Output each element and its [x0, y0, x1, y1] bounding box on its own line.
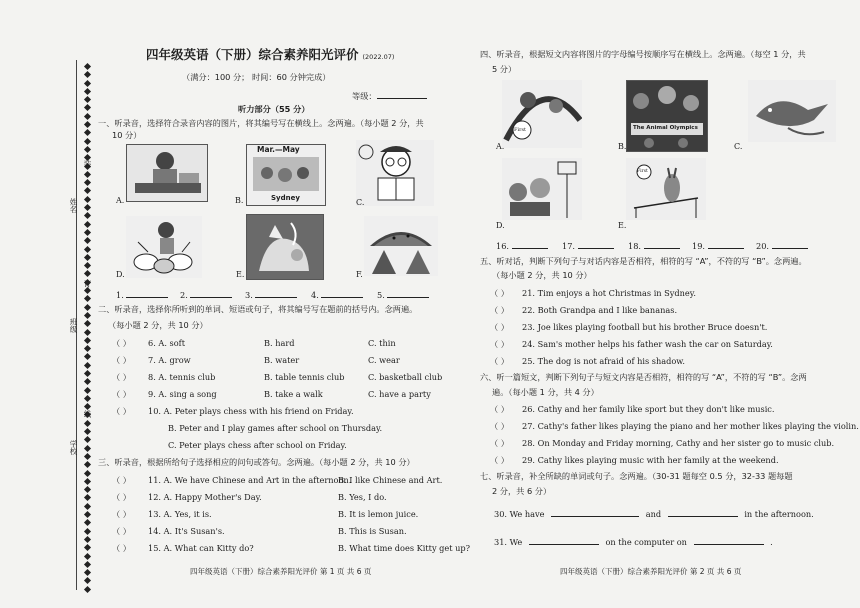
part1-title-cont: 10 分） — [112, 130, 142, 140]
part4-title-cont: 5 分） — [492, 64, 517, 74]
race-animals-icon — [502, 80, 582, 148]
binding-dot — [84, 395, 91, 402]
part6-title: 六、听一篇短文，判断下列句子与短文内容是否相符，相符的写 “A”，不符的写 “B”。念两 — [480, 372, 807, 382]
binding-dot — [84, 453, 91, 460]
binding-dot — [84, 420, 91, 427]
binding-dot — [84, 461, 91, 468]
binding-dot — [84, 138, 91, 145]
grade-label: 等级： — [352, 91, 377, 101]
part1-letter-c: C. — [356, 198, 365, 207]
binding-dot — [84, 312, 91, 319]
binding-mark-3: 线 — [83, 410, 92, 418]
binding-dot — [84, 337, 91, 344]
binding-dot — [84, 270, 91, 277]
binding-dot — [84, 503, 91, 510]
blank-31a[interactable] — [529, 536, 599, 545]
answer-paren[interactable]: （ ） — [112, 543, 131, 553]
part2-title-cont: （每小题 2 分，共 10 分） — [108, 320, 208, 330]
binding-dot — [84, 179, 91, 186]
school-label: 学校 — [69, 440, 78, 455]
blank-31b[interactable] — [694, 536, 764, 545]
answer-paren[interactable]: （ ） — [490, 455, 509, 465]
binding-dot — [84, 71, 91, 78]
binding-mark-1: 装 — [83, 160, 92, 168]
binding-dot — [84, 486, 91, 493]
binding-dot — [84, 63, 91, 70]
exam-meta: （满分：100 分； 时间：60 分钟完成） — [182, 72, 331, 82]
name-label: 姓名 — [69, 198, 78, 213]
drummer-icon — [126, 216, 202, 278]
binding-dot — [84, 96, 91, 103]
answer-18[interactable]: 18. — [628, 240, 680, 252]
animal-olympics-icon — [626, 80, 708, 152]
binding-dot — [84, 287, 91, 294]
binding-dot — [84, 428, 91, 435]
fill-30: 30. We have and in the afternoon. — [494, 509, 814, 519]
watermelon-icon — [364, 216, 438, 276]
olympics-caption: The Animal Olympics — [633, 125, 698, 131]
binding-dot — [84, 445, 91, 452]
first-badge: First — [637, 169, 648, 174]
boy-studying-icon — [126, 144, 208, 202]
binding-dot — [84, 146, 91, 153]
exam-page-right: 四、听录音，根据短文内容将图片的字母编号按顺序写在横线上。念两遍。（每空 1 分，共 5 分） First A. The Animal Olympics B. C. D. First E. 16. 17. 18. 19. 20. 五、听对话，判断下列句子与对话内容是否相符，相符的写 “A”，不符的写 “B”。念两遍。 （每小题 2 分，共 10 分） （ ） 21. Tim enjoys a hot Christmas in Sydney. （ ） 22. Both Grandpa and I like bananas. （ ） 23. Joe likes playing football but his brother Bruce doesn't. （ ） 24. Sam's mother helps his father wash the car on Saturday. （ ） 25. The dog is not afraid of his shadow. 六、听一篇短文，判断下列句子与短文内容是否相符，相符的写 “A”，不符的写 “B”。念两 遍。（每小题 1 分，共 4 分） （ ） 26. Cathy and her family like sport but they don't like music. （ ） 27. Cathy's father likes playing the piano and her mother likes playing the violin. （ ） 28. On Monday and Friday morning, Cathy and her sister go to music club. （ ） 29. Cathy likes playing music with her family at the weekend. 七、听录音，补全所缺的单词或句子。念两遍。（30-31 题每空 0.5 分，32-33 题每题 2 分，共 6 分） 30. We have and in the afternoon. 31. We on the computer on . 四年级英语（下册）综合素养阳光评价 第 2 页 共 6 页 — [480, 49, 859, 576]
binding-dot — [84, 362, 91, 369]
answer-5[interactable]: 5. — [377, 289, 429, 301]
first-badge: First — [514, 127, 527, 133]
binding-dot — [84, 519, 91, 526]
part1-letter-f: F. — [356, 270, 363, 279]
footer-left: 四年级英语（下册）综合素养阳光评价 第 1 页 共 6 页 — [190, 567, 372, 576]
rabbit-highjump-icon — [626, 158, 706, 220]
binding-dots — [84, 64, 92, 594]
answer-paren[interactable]: （ ） — [112, 355, 131, 365]
part3-title: 三、听录音，根据所给句子选择相应的问句或答句。念两遍。（每小题 2 分，共 10 分） — [98, 457, 415, 467]
answer-20[interactable]: 20. — [756, 240, 808, 252]
binding-dot — [84, 511, 91, 518]
answer-paren[interactable]: （ ） — [112, 389, 131, 399]
answer-paren[interactable]: （ ） — [112, 526, 131, 536]
binding-dot — [84, 494, 91, 501]
basketball-animals-icon — [502, 158, 582, 220]
answer-paren[interactable]: （ ） — [112, 475, 131, 485]
answer-paren[interactable]: （ ） — [112, 406, 131, 416]
binding-dot — [84, 387, 91, 394]
part1-letter-d: D. — [116, 270, 125, 279]
part4-letter-d: D. — [496, 221, 505, 230]
binding-dot — [84, 586, 91, 593]
binding-dot — [84, 113, 91, 120]
binding-dot — [84, 229, 91, 236]
part2-title: 二、听录音，选择你所听到的单词、短语或句子，将其编号写在题前的括号内。念两遍。 — [98, 304, 418, 314]
answer-paren[interactable]: （ ） — [112, 338, 131, 348]
part1-letter-e: E. — [236, 270, 245, 279]
answer-1[interactable]: 1. — [116, 289, 168, 301]
blank-30b[interactable] — [668, 508, 738, 517]
binding-dot — [84, 212, 91, 219]
binding-dot — [84, 88, 91, 95]
fill-31: 31. We on the computer on . — [494, 537, 773, 547]
binding-dot — [84, 569, 91, 576]
binding-dot — [84, 245, 91, 252]
binding-dot — [84, 104, 91, 111]
binding-dot — [84, 328, 91, 335]
binding-dot — [84, 204, 91, 211]
binding-dot — [84, 80, 91, 87]
part7-title-cont: 2 分，共 6 分） — [492, 486, 552, 496]
class-label: 班级 — [69, 318, 78, 333]
part6-title-cont: 遍。（每小题 1 分，共 4 分） — [492, 387, 599, 397]
answer-19[interactable]: 19. — [692, 240, 744, 252]
binding-dot — [84, 536, 91, 543]
part1-title: 一、听录音，选择符合录音内容的图片，将其编号写在横线上。念两遍。（每小题 2 分，共 — [98, 118, 424, 128]
answer-paren[interactable]: （ ） — [490, 438, 509, 448]
listening-heading: 听力部分（55 分） — [238, 104, 310, 114]
binding-dot — [84, 353, 91, 360]
binding-dot — [84, 196, 91, 203]
part4-title: 四、听录音，根据短文内容将图片的字母编号按顺序写在横线上。念两遍。（每空 1 分，共 — [480, 49, 806, 59]
exam-page-left: 姓名 班级 学校 装 订 线 四年级英语（下册）综合素养阳光评价 (2022.07) （满分：100 分； 时间：60 分钟完成） 等级： 听力部分（55 分） 一、听录音，选择符合录音内容的图片，将其编号写在横线上。念两遍。（每小题 2 分，共 10 分） A. Mar.—May Sydney B. C. D. E. F. 1. 2. 3. 4. 5. 二、听录音，选择你所听到的单词、短语或句子，将其编号写在题前的括号内。念两遍。 （每小题 2 分，共 10 分） （ ） 6. A. soft B. hard C. thin （ ） 7. A. grow B. water C. wear （ ） 8. A. tennis club B. table tennis club C. basketball club （ ） 9. A. sing a song B. take a walk C. have a party （ ） 10. A. Peter plays chess with his friend on Friday. B. Peter and I play games after school on Thursday. C. Peter plays chess after school on Friday. 三、听录音，根据所给句子选择相应的问句或答句。念两遍。（每小题 2 分，共 10 分） （ ） 11. A. We have Chinese and Art in the afternoon. B. I like Chinese and Art. （ ） 12. A. Happy Mother's Day. B. Yes, I do. （ ） 13. A. Yes, it is. B. It is lemon juice. （ ） 14. A. It's Susan's. B. This is Susan. （ ） 15. A. What can Kitty do? B. What time does Kitty get up? 四年级英语（下册）综合素养阳光评价 第 1 页 共 6 页 — [0, 0, 462, 608]
part7-title: 七、听录音，补全所缺的单词或句子。念两遍。（30-31 题每空 0.5 分，32-33 题每题 — [480, 471, 793, 481]
answer-paren[interactable]: （ ） — [490, 322, 509, 332]
binding-dot — [84, 528, 91, 535]
binding-dot — [84, 254, 91, 261]
footer-right: 四年级英语（下册）综合素养阳光评价 第 2 页 共 6 页 — [560, 567, 742, 576]
answer-paren[interactable]: （ ） — [490, 288, 509, 298]
binding-dot — [84, 577, 91, 584]
cat-icon — [246, 214, 324, 280]
sydney-calendar-icon — [246, 144, 326, 206]
part4-letter-a: A. — [496, 142, 505, 151]
binding-mark-2: 订 — [83, 280, 92, 288]
binding-dot — [84, 544, 91, 551]
part4-letter-c: C. — [734, 142, 743, 151]
binding-dot — [84, 262, 91, 269]
binding-dot — [84, 320, 91, 327]
answer-4[interactable]: 4. — [311, 289, 363, 301]
answer-paren[interactable]: （ ） — [490, 421, 509, 431]
answer-paren[interactable]: （ ） — [490, 356, 509, 366]
binding-dot — [84, 378, 91, 385]
binding-dot — [84, 237, 91, 244]
binding-dot — [84, 561, 91, 568]
part5-title-cont: （每小题 2 分，共 10 分） — [492, 270, 592, 280]
answer-paren[interactable]: （ ） — [490, 339, 509, 349]
answer-3[interactable]: 3. — [245, 289, 297, 301]
binding-dot — [84, 436, 91, 443]
exam-title: 四年级英语（下册）综合素养阳光评价 (2022.07) — [146, 47, 395, 62]
answer-paren[interactable]: （ ） — [490, 305, 509, 315]
sydney-caption: Sydney — [271, 194, 300, 202]
binding-dot — [84, 187, 91, 194]
binding-dot — [84, 370, 91, 377]
binding-dot — [84, 129, 91, 136]
binding-dot — [84, 345, 91, 352]
calendar-caption: Mar.—May — [257, 145, 300, 154]
answer-16[interactable]: 16. — [496, 240, 548, 252]
answer-paren[interactable]: （ ） — [112, 492, 131, 502]
part1-letter-b: B. — [235, 196, 244, 205]
answer-2[interactable]: 2. — [180, 289, 232, 301]
binding-dot — [84, 171, 91, 178]
answer-17[interactable]: 17. — [562, 240, 614, 252]
binding-dot — [84, 478, 91, 485]
grade-blank — [377, 90, 427, 99]
diving-bird-icon — [748, 80, 836, 142]
part1-letter-a: A. — [116, 196, 125, 205]
binding-dot — [84, 295, 91, 302]
answer-paren[interactable]: （ ） — [490, 404, 509, 414]
binding-dot — [84, 221, 91, 228]
answer-paren[interactable]: （ ） — [112, 372, 131, 382]
grade-field — [352, 90, 427, 102]
part4-letter-e: E. — [618, 221, 627, 230]
binding-dot — [84, 304, 91, 311]
blank-30a[interactable] — [551, 508, 639, 517]
binding-dot — [84, 121, 91, 128]
binding-dot — [84, 470, 91, 477]
binding-dot — [84, 552, 91, 559]
exam-date: (2022.07) — [362, 53, 395, 61]
reading-boy-icon — [356, 140, 434, 206]
answer-paren[interactable]: （ ） — [112, 509, 131, 519]
part4-letter-b: B. — [618, 142, 627, 151]
part5-title: 五、听对话，判断下列句子与对话内容是否相符，相符的写 “A”，不符的写 “B”。念两遍。 — [480, 256, 807, 266]
